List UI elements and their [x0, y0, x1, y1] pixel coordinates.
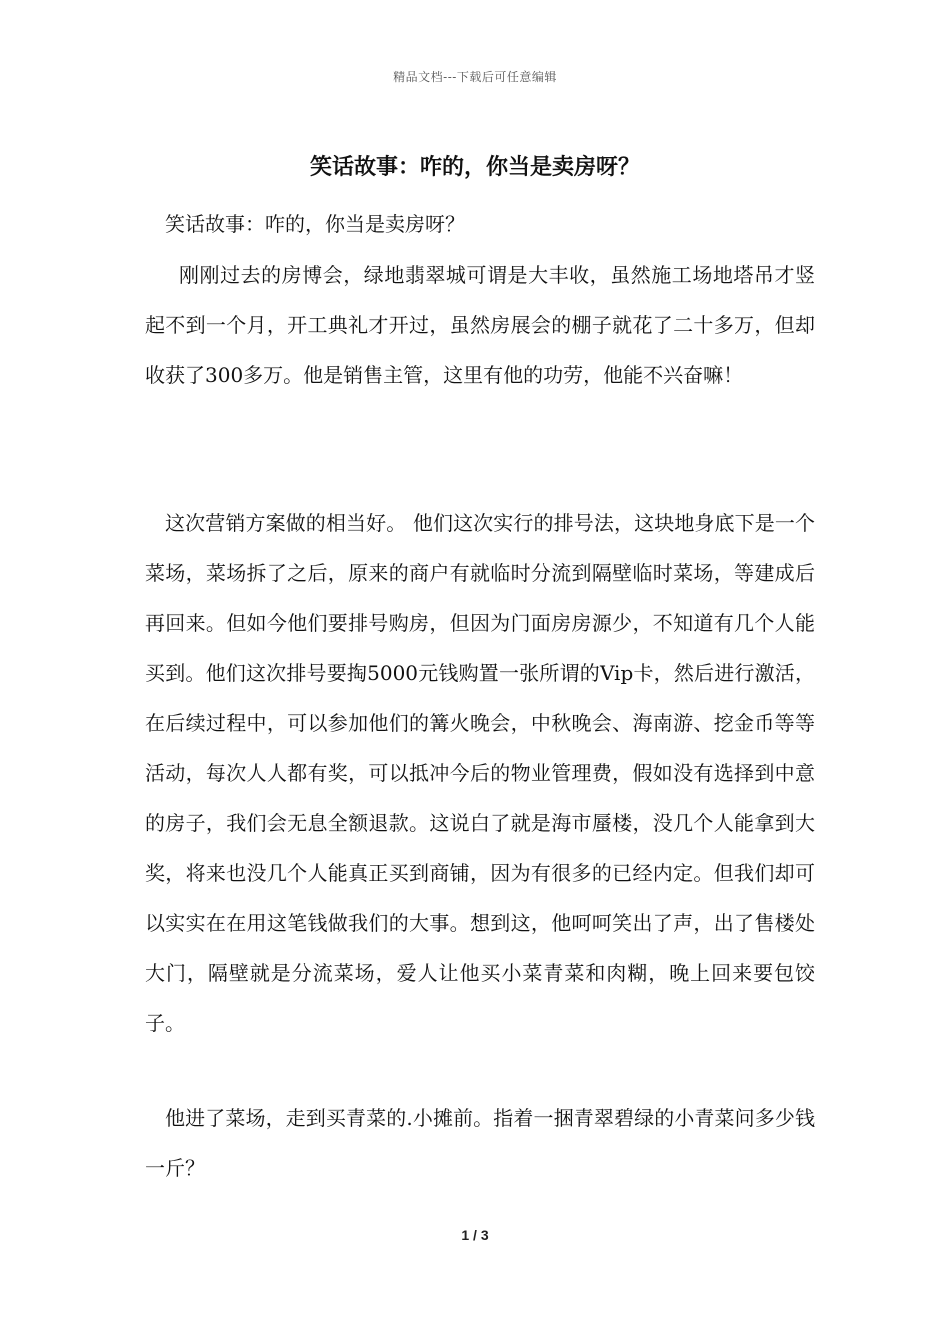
header-note: 精品文档---下载后可任意编辑 — [393, 70, 557, 84]
paragraph-1: 刚刚过去的房博会，绿地翡翠城可谓是大丰收，虽然施工场地塔吊才竖起不到一个月，开工典礼才开过，虽然房展会的棚子就花了二十多万，但却收获了300多万。他是销售主管，这里有他的功劳，他能不兴奋嘛！ — [145, 263, 815, 387]
paragraph-2: 这次营销方案做的相当好。 他们这次实行的排号法，这块地身底下是一个菜场，菜场拆了之后，原来的商户有就临时分流到隔壁临时菜场，等建成后再回来。但如今他们要排号购房，但因为门面房房源少，不知道有几个人能买到。他们这次排号要掏5000元钱购置一张所谓的Vip卡，然后进行激活，在后续过程中，可以参加他们的篝火晚会，中秋晚会、海南游、挖金币等等活动，每次人人都有奖，可以抵冲今后的物业管理费，假如没有选择到中意的房子，我们会无息全额退款。这说白了就是海市蜃楼，没几个人能拿到大奖，将来也没几个人能真正买到商铺，因为有很多的已经内定。但我们却可以实实在在用这笔钱做我们的大事。想到这，他呵呵笑出了声，出了售楼处大门，隔壁就是分流菜场，爱人让他买小菜青菜和肉糊，晚上回来要包饺子。 — [145, 511, 815, 1035]
document-title: 笑话故事：咋的，你当是卖房呀？ — [309, 154, 640, 180]
page-indicator: 1 / 3 — [461, 1227, 489, 1243]
paragraph-3: 他进了菜场，走到买青菜的.小摊前。指着一捆青翠碧绿的小青菜问多少钱一斤？ — [145, 1106, 815, 1180]
document-subtitle: 笑话故事：咋的，你当是卖房呀？ — [165, 212, 465, 236]
